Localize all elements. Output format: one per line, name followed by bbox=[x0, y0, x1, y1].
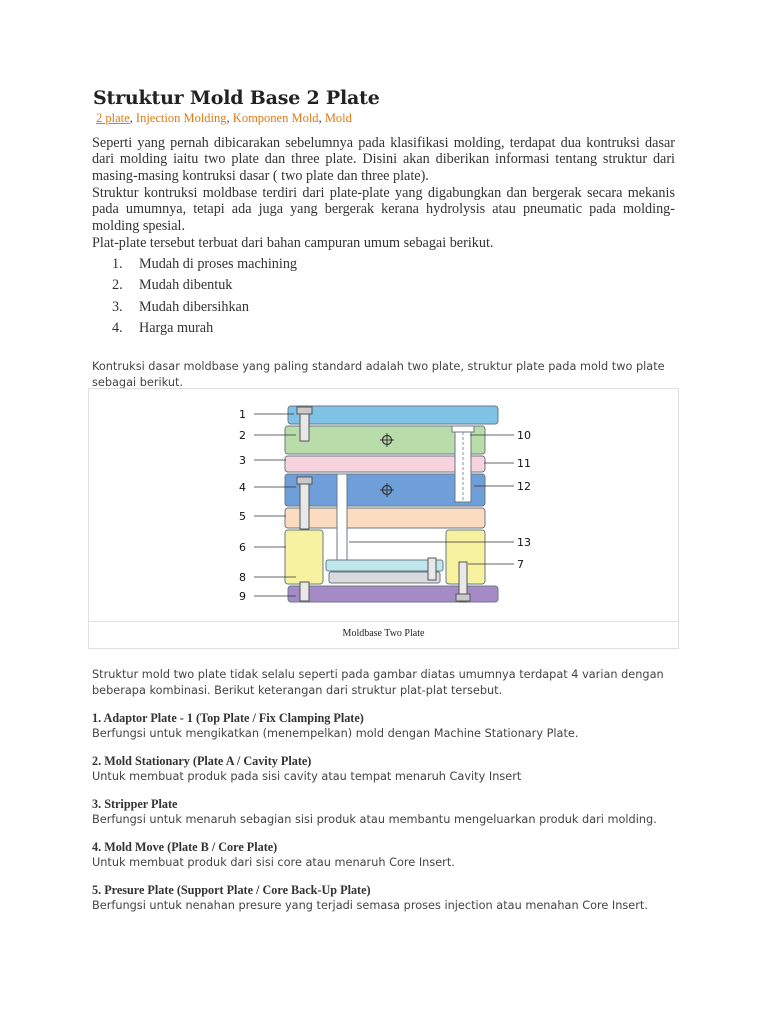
paragraph-structure: Struktur kontruksi moldbase terdiri dari plate-plate yang digabungkan dan bergerak secara mekanis pada umumnya, tetapi ada juga yang bergerak kerana hydrolysis atau pneumatic pada molding-molding spesial. bbox=[92, 185, 675, 234]
diagram-number-5: 5 bbox=[239, 510, 246, 523]
section-heading-4: 4. Mold Move (Plate B / Core Plate) bbox=[92, 840, 278, 854]
after-figure-text: Struktur mold two plate tidak selalu seperti pada gambar diatas umumnya terdapat 4 varian dengan beberapa kombinasi. Berikut keterangan dari struktur plat-plat tersebut. bbox=[92, 668, 664, 697]
return-pin bbox=[337, 474, 347, 560]
diagram-number-11: 11 bbox=[517, 457, 531, 470]
plate-top-clamping bbox=[288, 406, 498, 424]
section-heading-1: 1. Adaptor Plate - 1 (Top Plate / Fix Clamping Plate) bbox=[92, 711, 364, 725]
article-title: Struktur Mold Base 2 Plate bbox=[93, 87, 380, 109]
figure-divider bbox=[89, 621, 678, 622]
list-item: 1. Mudah di proses machining bbox=[112, 256, 298, 272]
diagram-number-12: 12 bbox=[517, 480, 531, 493]
label-link-mold[interactable]: Mold bbox=[324, 111, 352, 125]
figure-caption: Moldbase Two Plate bbox=[342, 628, 425, 639]
post-labels: 2 plate, Injection Molding, Komponen Mold, Mold bbox=[96, 111, 352, 125]
paragraph-materials: Plat-plate tersebut terbuat dari bahan campuran umum sebagai berikut. bbox=[92, 235, 494, 251]
diagram-number-6: 6 bbox=[239, 541, 246, 554]
bolt-bottom-left bbox=[300, 582, 309, 601]
section-body-1: Berfungsi untuk mengikatkan (menempelkan) mold dengan Machine Stationary Plate. bbox=[92, 727, 579, 740]
diagram-number-9: 9 bbox=[239, 590, 246, 603]
bolt-left bbox=[300, 477, 309, 529]
material-list bbox=[112, 256, 297, 342]
list-item: 3. Mudah dibersihkan bbox=[112, 298, 249, 315]
list-item: 4. Harga murah bbox=[112, 320, 214, 337]
label-link-komponen-mold[interactable]: Komponen Mold bbox=[232, 111, 319, 125]
section-body-5: Berfungsi untuk nenahan presure yang terjadi semasa proses injection atau menahan Core Insert. bbox=[92, 899, 648, 912]
figure-intro-text: Kontruksi dasar moldbase yang paling standard adalah two plate, struktur plate pada mold two plate sebagai berikut. bbox=[92, 360, 665, 389]
diagram-number-7: 7 bbox=[517, 558, 524, 571]
diagram-number-4: 4 bbox=[239, 481, 246, 494]
diagram-number-10: 10 bbox=[517, 429, 531, 442]
label-link-injection-molding[interactable]: Injection Molding bbox=[135, 111, 227, 125]
ejector-retainer-plate bbox=[326, 560, 443, 571]
paragraph-intro: Seperti yang pernah dibicarakan sebelumnya pada klasifikasi molding, terdapat dua kontruksi dasar dari molding iaitu two plate dan three plate. Disini akan diberikan informasi tentang struktur dari masing-masing kontruksi dasar ( two plate dan three plate). bbox=[92, 135, 675, 184]
diagram-number-13: 13 bbox=[517, 536, 531, 549]
plate-support bbox=[285, 508, 485, 528]
bolt-ejector bbox=[428, 558, 436, 580]
list-item: 2. Mudah dibentuk bbox=[112, 277, 233, 294]
moldbase-diagram bbox=[234, 397, 564, 607]
section-body-2: Untuk membuat produk pada sisi cavity atau tempat menaruh Cavity Insert bbox=[92, 770, 522, 783]
ejector-plate bbox=[329, 572, 440, 583]
section-heading-5: 5. Presure Plate (Support Plate / Core Back-Up Plate) bbox=[92, 883, 371, 897]
section-body-3: Berfungsi untuk menaruh sebagian sisi produk atau membantu mengeluarkan produk dari molding. bbox=[92, 813, 657, 826]
section-heading-2: 2. Mold Stationary (Plate A / Cavity Plate) bbox=[92, 754, 312, 768]
diagram-number-2: 2 bbox=[239, 429, 246, 442]
section-heading-3: 3. Stripper Plate bbox=[92, 797, 178, 811]
section-body-4: Untuk membuat produk dari sisi core atau menaruh Core Insert. bbox=[92, 856, 455, 869]
diagram-number-8: 8 bbox=[239, 571, 246, 584]
diagram-number-1: 1 bbox=[239, 408, 246, 421]
label-link-2-plate[interactable]: 2 plate bbox=[96, 111, 130, 125]
figure-container bbox=[88, 388, 679, 649]
diagram-number-3: 3 bbox=[239, 454, 246, 467]
spacer-block-left bbox=[285, 530, 323, 584]
